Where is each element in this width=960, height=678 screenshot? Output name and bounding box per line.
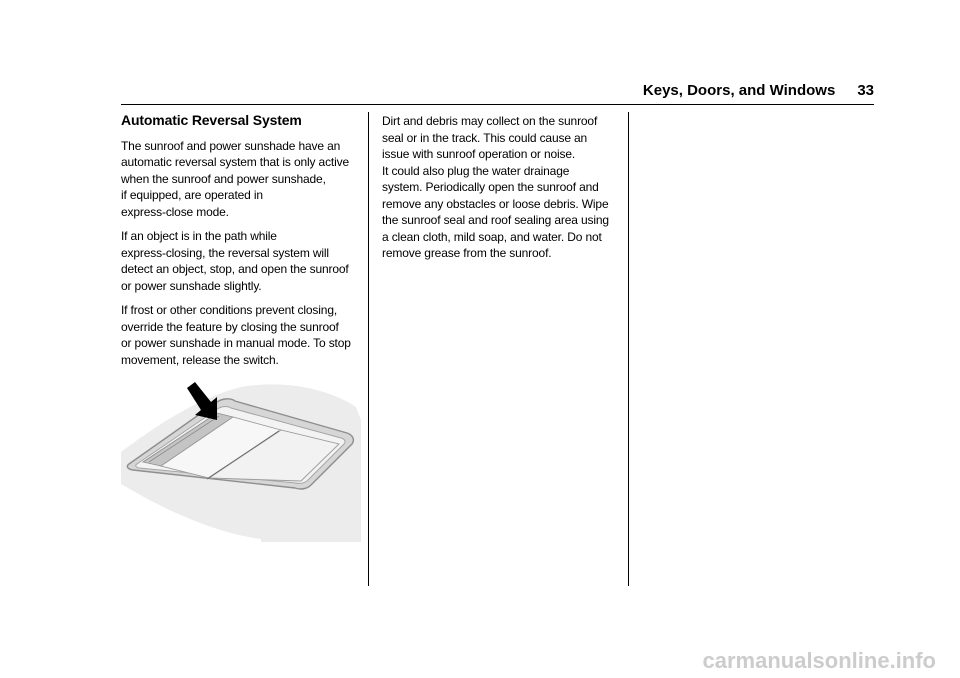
- text-line: remove any obstacles or loose debris. Wipe: [382, 196, 609, 211]
- column-left: [121, 108, 361, 376]
- text-line: or power sunshade in manual mode. To stop: [121, 336, 351, 350]
- watermark-text: carmanualsonline.info: [702, 648, 936, 673]
- text-line: the sunroof seal and roof sealing area using: [382, 213, 609, 227]
- running-header: [643, 82, 874, 99]
- text-line: issue with sunroof operation or noise.: [382, 147, 576, 161]
- text-line: express-close mode.: [121, 204, 229, 219]
- sunroof-illustration: [121, 382, 361, 542]
- section-title: Keys, Doors, and Windows: [642, 82, 836, 99]
- text-line: It could also plug the water drainage: [382, 163, 570, 178]
- text-line: remove grease from the sunroof.: [382, 246, 552, 260]
- text-line: if equipped, are operated in: [121, 188, 263, 202]
- watermark: [520, 648, 940, 674]
- text-line: override the feature by closing the sunroof: [121, 319, 339, 334]
- column-divider-left: [368, 112, 369, 586]
- column-divider-right: [628, 112, 629, 586]
- section-heading: Automatic Reversal System: [121, 112, 302, 128]
- paragraph: [121, 228, 361, 294]
- text-line: movement, release the switch.: [121, 352, 279, 367]
- sunroof-drawing: [121, 382, 361, 542]
- text-line: express-closing, the reversal system will: [121, 245, 329, 260]
- text-line: automatic reversal system that is only active: [121, 155, 350, 169]
- paragraph: [121, 302, 361, 368]
- text-line: detect an object, stop, and open the sunroof: [121, 262, 349, 276]
- page-number: 33: [857, 82, 874, 99]
- text-line: If an object is in the path while: [121, 229, 277, 243]
- text-line: system. Periodically open the sunroof and: [382, 180, 599, 194]
- column-middle: [382, 113, 618, 270]
- text-line: or power sunshade slightly.: [121, 278, 262, 293]
- text-line: The sunroof and power sunshade have an: [121, 138, 341, 153]
- text-line: seal or in the track. This could cause an: [382, 130, 588, 145]
- text-line: a clean cloth, mild soap, and water. Do not: [382, 229, 602, 244]
- paragraph: [121, 138, 361, 221]
- paragraph: [382, 113, 618, 262]
- text-line: Dirt and debris may collect on the sunroof: [382, 114, 598, 128]
- text-line: If frost or other conditions prevent closing,: [121, 303, 338, 317]
- text-line: when the sunroof and power sunshade,: [121, 171, 326, 186]
- header-rule: [121, 104, 874, 105]
